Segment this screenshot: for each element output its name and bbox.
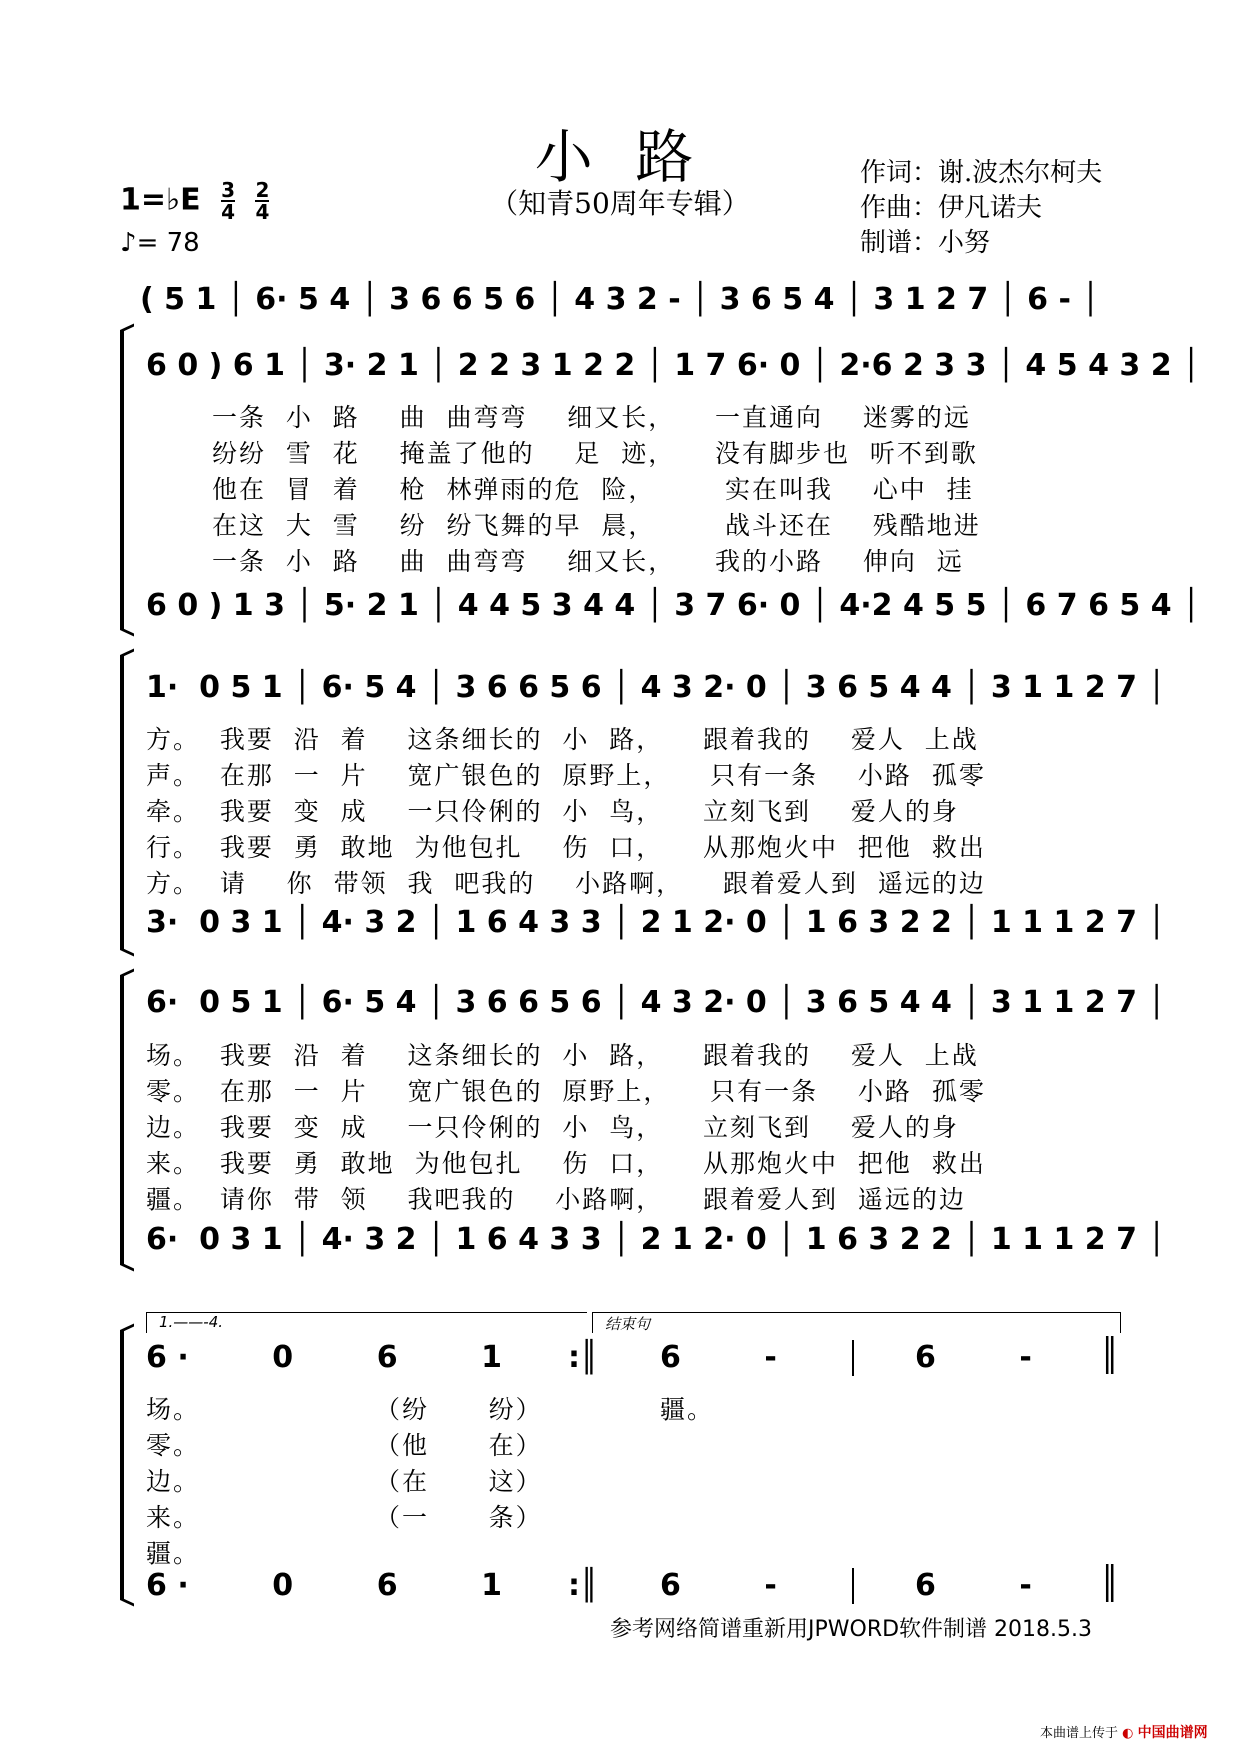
arranger-credit: 制谱：小努 xyxy=(860,228,991,258)
repeat-sign-upper: :║ xyxy=(568,1340,599,1375)
system-1-lyric-5: 一条 小 路 曲 曲弯弯 细又长， 我的小路 伸向 远 xyxy=(212,547,964,576)
key-label: 1=♭E xyxy=(120,182,201,218)
system-2-lyric-4: 行。 我要 勇 敢地 为他包扎 伤 口， 从那炮火中 把他 救出 xyxy=(146,833,986,862)
first-ending-bracket: 1.——-4. xyxy=(146,1312,587,1333)
song-title: 小 路 xyxy=(534,123,706,191)
system-2-brace xyxy=(120,655,124,950)
composer-credit: 作曲：伊凡诺夫 xyxy=(860,193,1043,223)
repeat-sign-lower: :║ xyxy=(568,1568,599,1603)
system-4-lyric-3: 边。 xyxy=(146,1467,201,1496)
system-4-upper-final-bar-1: 6 - xyxy=(660,1340,777,1375)
system-1-lyric-2: 纷纷 雪 花 掩盖了他的 足 迹， 没有脚步也 听不到歌 xyxy=(212,439,978,468)
system-4-lyric-2: 零。 xyxy=(146,1431,201,1460)
time-signature-1: $\frac{3}{4}$ xyxy=(221,178,236,224)
system-3-lyric-5: 疆。 请你 带 领 我吧我的 小路啊， 跟着爱人到 遥远的边 xyxy=(146,1185,966,1214)
system-4-lyric-5: 疆。 xyxy=(146,1539,201,1568)
system-4-lower-first-ending: 6 · 0 6 1 xyxy=(146,1568,503,1603)
system-2-lyric-2: 声。 在那 一 片 宽广银色的 原野上， 只有一条 小路 孤零 xyxy=(146,761,986,790)
system-4-lower-final-bar-1: 6 - xyxy=(660,1568,777,1603)
barline xyxy=(852,1568,854,1604)
system-4-pickup-lyric-4: （一 条） xyxy=(375,1503,543,1532)
system-4-pickup-lyric-3: （在 这） xyxy=(375,1467,543,1496)
system-2-upper-notation: 1· 0 5 1 │ 6· 5 4 │ 3 6 6 5 6 │ 4 3 2· 0 │ 3 6 5 4 4 │ 3 1 1 2 7 │ xyxy=(146,670,1166,705)
system-1-lower-notation: 6 0 ) 1 3 │ 5· 2 1 │ 4 4 5 3 4 4 │ 3 7 6· 0 │ 4·2 4 5 5 │ 6 7 6 5 4 │ xyxy=(146,588,1201,623)
system-2-lower-notation: 3· 0 3 1 │ 4· 3 2 │ 1 6 4 3 3 │ 2 1 2· 0 │ 1 6 3 2 2 │ 1 1 1 2 7 │ xyxy=(146,905,1166,940)
lyricist-credit: 作词：谢.波杰尔柯夫 xyxy=(860,158,1103,188)
system-4-pickup-lyric-2: （他 在） xyxy=(375,1431,543,1460)
system-4-brace xyxy=(120,1330,124,1600)
system-3-lyric-2: 零。 在那 一 片 宽广银色的 原野上， 只有一条 小路 孤零 xyxy=(146,1077,986,1106)
system-1-lyric-4: 在这 大 雪 纷 纷飞舞的早 晨， 战斗还在 残酷地进 xyxy=(212,511,981,540)
system-3-upper-notation: 6· 0 5 1 │ 6· 5 4 │ 3 6 6 5 6 │ 4 3 2· 0 │ 3 6 5 4 4 │ 3 1 1 2 7 │ xyxy=(146,985,1166,1020)
system-3-lyric-1: 场。 我要 沿 着 这条细长的 小 路， 跟着我的 爱人 上战 xyxy=(146,1041,979,1070)
system-4-lower-final-bar-2: 6 - xyxy=(915,1568,1032,1603)
final-barline-lower: ║ xyxy=(1100,1564,1120,1602)
system-4-lyric-4: 来。 xyxy=(146,1503,201,1532)
system-3-lyric-3: 边。 我要 变 成 一只伶俐的 小 鸟， 立刻飞到 爱人的身 xyxy=(146,1113,959,1142)
song-subtitle: （知青50周年专辑） xyxy=(490,187,750,220)
system-2-lyric-5: 方。 请 你 带领 我 吧我的 小路啊， 跟着爱人到 遥远的边 xyxy=(146,869,986,898)
final-barline-upper: ║ xyxy=(1100,1336,1120,1374)
system-3-brace xyxy=(120,975,124,1265)
system-1-lyric-1: 一条 小 路 曲 曲弯弯 细又长， 一直通向 迷雾的远 xyxy=(212,403,971,432)
system-4-upper-first-ending: 6 · 0 6 1 xyxy=(146,1340,503,1375)
tempo-mark: ♪= 78 xyxy=(120,228,200,258)
footer-note: 参考网络简谱重新用JPWORD软件制谱 2018.5.3 xyxy=(610,1617,1093,1642)
intro-notation: ( 5 1 │ 6· 5 4 │ 3 6 6 5 6 │ 4 3 2 - │ 3 6 5 4 │ 3 1 2 7 │ 6 - │ xyxy=(140,282,1100,317)
system-4-lyric-1: 场。 xyxy=(146,1395,201,1424)
barline xyxy=(852,1340,854,1376)
site-logo-icon: ◐ xyxy=(1122,1726,1134,1741)
system-4-upper-final-bar-2: 6 - xyxy=(915,1340,1032,1375)
time-signature-2: $\frac{2}{4}$ xyxy=(255,178,270,224)
watermark: 本曲谱上传于 ◐ 中国曲谱网 xyxy=(1040,1725,1208,1741)
system-4-ending-lyric: 疆。 xyxy=(660,1395,715,1424)
system-1-lyric-3: 他在 冒 着 枪 林弹雨的危 险， 实在叫我 心中 挂 xyxy=(212,475,974,504)
final-ending-bracket: 结束句 xyxy=(592,1312,1121,1333)
system-2-lyric-1: 方。 我要 沿 着 这条细长的 小 路， 跟着我的 爱人 上战 xyxy=(146,725,979,754)
key-signature xyxy=(120,180,269,222)
system-2-lyric-3: 牵。 我要 变 成 一只伶俐的 小 鸟， 立刻飞到 爱人的身 xyxy=(146,797,959,826)
system-3-lyric-4: 来。 我要 勇 敢地 为他包扎 伤 口， 从那炮火中 把他 救出 xyxy=(146,1149,986,1178)
system-4-pickup-lyric-1: （纷 纷） xyxy=(375,1395,543,1424)
system-3-lower-notation: 6· 0 3 1 │ 4· 3 2 │ 1 6 4 3 3 │ 2 1 2· 0 │ 1 6 3 2 2 │ 1 1 1 2 7 │ xyxy=(146,1222,1166,1257)
system-1-brace xyxy=(120,330,124,630)
system-1-upper-notation: 6 0 ) 6 1 │ 3· 2 1 │ 2 2 3 1 2 2 │ 1 7 6· 0 │ 2·6 2 3 3 │ 4 5 4 3 2 │ xyxy=(146,348,1201,383)
